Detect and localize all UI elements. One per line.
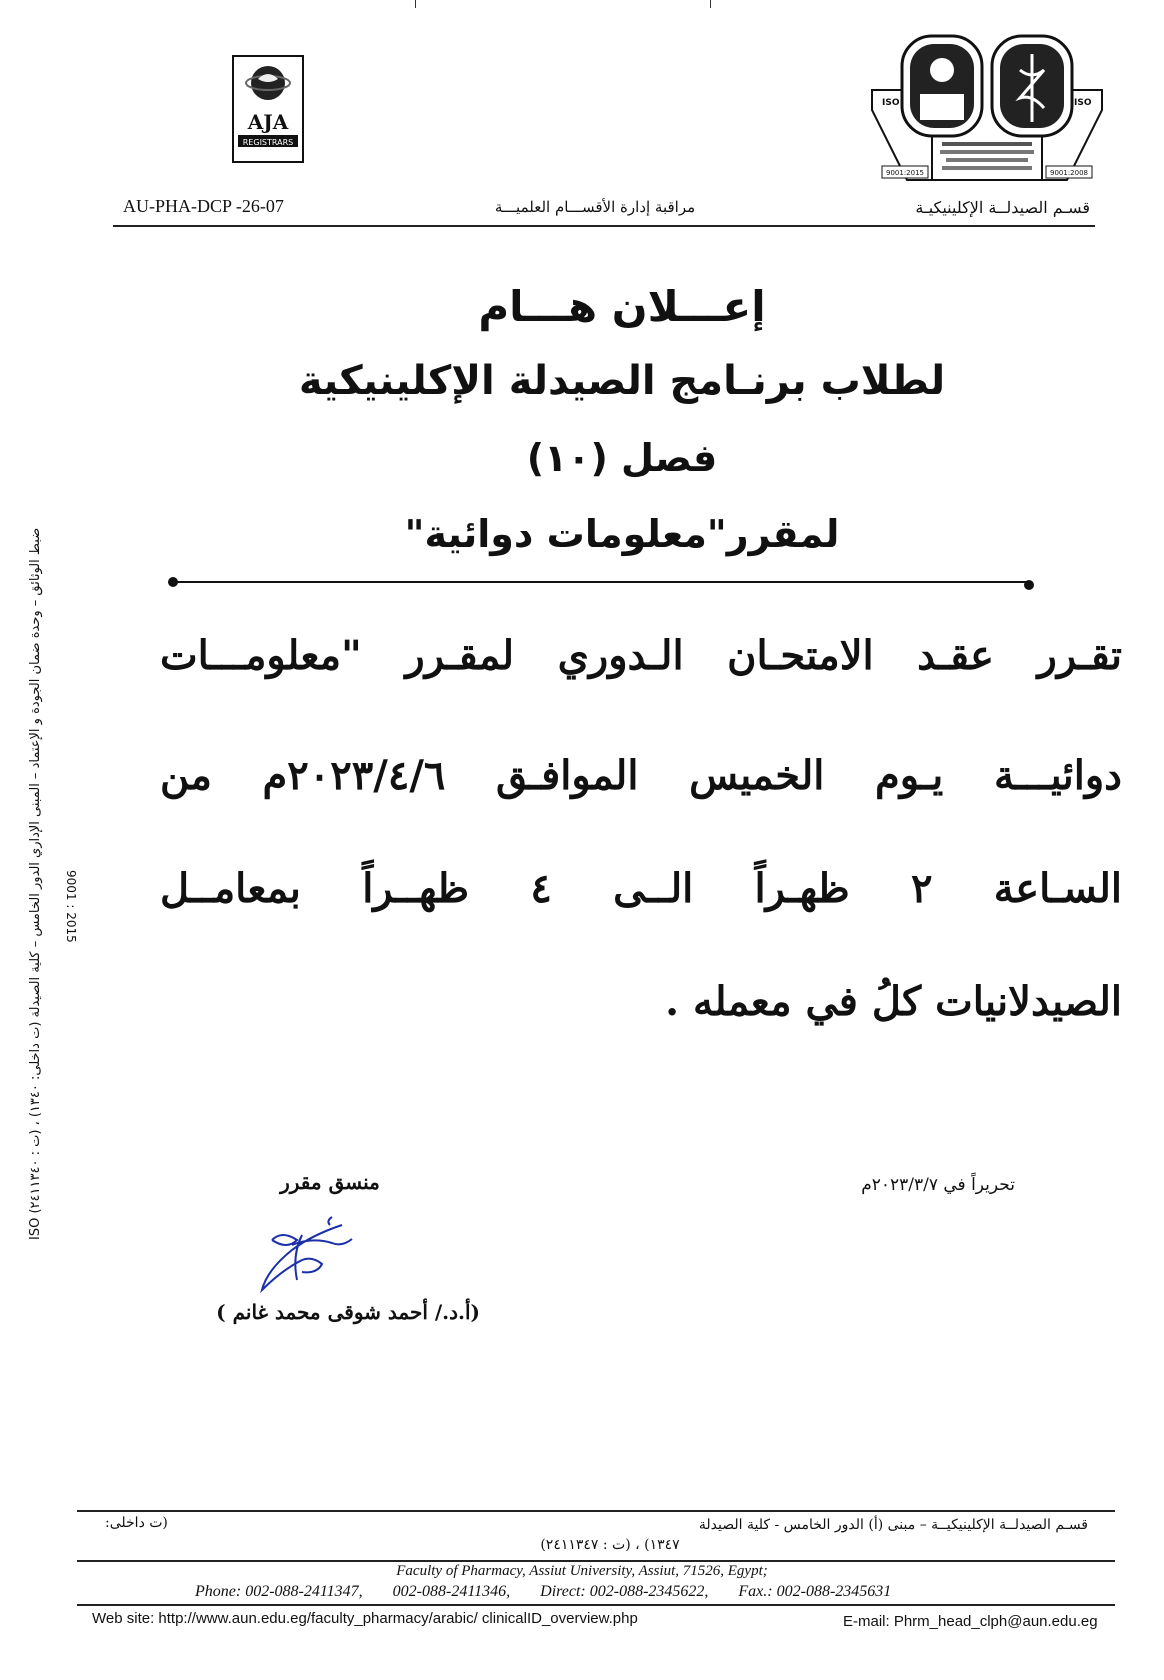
header-center-text: مراقبة إدارة الأقســـام العلميـــة xyxy=(494,198,696,216)
footer-extension-label: (ت داخلى: xyxy=(105,1515,168,1531)
footer-email[interactable]: E-mail: Phrm_head_clph@aun.edu.eg xyxy=(843,1613,1098,1630)
announcement-audience: لطلاب برنـامج الصيدلة الإكلينيكية xyxy=(298,358,946,404)
top-edge-mark xyxy=(415,0,416,8)
footer-divider-top xyxy=(77,1510,1115,1512)
body-line-4: الصيدلانيات كلُ في معمله . xyxy=(665,978,1122,1025)
body-line-2: دوائيـــة يـوم الخميس الموافـق ٢٠٢٣/٤/٦م من xyxy=(160,752,1122,799)
footer-address-arabic: قسـم الصيدلــة الإكلينيكيــة – مبنى (أ) الدور الخامس - كلية الصيدلة xyxy=(698,1517,1088,1533)
side-iso-number: 9001 : 2015 xyxy=(64,870,78,943)
handwritten-signature xyxy=(242,1205,382,1295)
announcement-title: إعـــلان هـــام xyxy=(478,282,766,331)
footer-fax: Fax.: 002-088-2345631 xyxy=(738,1583,892,1600)
faculty-crest-logo xyxy=(862,30,1112,190)
footer-address-english: Faculty of Pharmacy, Assiut University, Assiut, 71526, Egypt; xyxy=(396,1563,768,1579)
crest-left-year: 9001:2015 xyxy=(886,169,924,177)
issue-date: تحريراً في ٢٠٢٣/٣/٧م xyxy=(861,1175,1015,1195)
footer-phone: Phone: 002-088-2411347, xyxy=(195,1583,363,1600)
footer-phone-2: 002-088-2411346, xyxy=(392,1583,511,1600)
crest-right-label: ISO xyxy=(1074,98,1092,108)
side-document-control-text: ضبط الوثائق – وحدة ضمان الجودة و الإعتماد – المبنى الإداري الدور الخامس – كلية الصيدلة (ت داخلى: ١٣٤٠) ، (ت : ٢٤١١٣٤٠) ISO xyxy=(28,527,43,1240)
footer-phone-row xyxy=(195,1583,917,1601)
crest-left-label: ISO xyxy=(882,98,900,108)
body-line-3: السـاعة ٢ ظهـراً الــى ٤ ظهــراً بمعامــل xyxy=(160,865,1122,912)
top-edge-mark xyxy=(710,0,711,8)
announcement-class: فصل (١٠) xyxy=(526,436,718,480)
divider-dot-right xyxy=(1024,580,1034,590)
footer-divider-bottom xyxy=(77,1604,1115,1606)
footer-tel-arabic: ١٣٤٧) ، (ت : ٢٤١١٣٤٧) xyxy=(540,1537,680,1553)
body-line-1: تقـرر عقـد الامتحـان الـدوري لمقـرر "معلومـــات xyxy=(160,632,1122,679)
footer-divider-middle xyxy=(77,1560,1115,1562)
announcement-course: لمقرر"معلومات دوائية" xyxy=(404,512,840,556)
footer-website[interactable]: Web site: http://www.aun.edu.eg/faculty_pharmacy/arabic/ clinicalID_overview.php xyxy=(92,1610,638,1627)
document-code: AU-PHA-DCP -26-07 xyxy=(123,196,284,216)
signer-name: (أ.د./ أحمد شوقى محمد غانم ) xyxy=(216,1300,480,1324)
footer-direct: Direct: 002-088-2345622, xyxy=(540,1583,709,1600)
crest-right-year: 9001:2008 xyxy=(1050,169,1088,177)
header-divider xyxy=(113,225,1095,227)
aja-logo-sub: REGISTRARS xyxy=(242,138,294,147)
aja-registrars-logo xyxy=(232,55,304,163)
coordinator-title: منسق مقرر xyxy=(280,1170,380,1194)
divider-dot-left xyxy=(168,577,178,587)
aja-logo-text: AJA xyxy=(247,110,289,134)
header-department: قسـم الصيدلــة الإكلينيكيـة xyxy=(915,198,1090,217)
title-divider xyxy=(172,581,1030,583)
